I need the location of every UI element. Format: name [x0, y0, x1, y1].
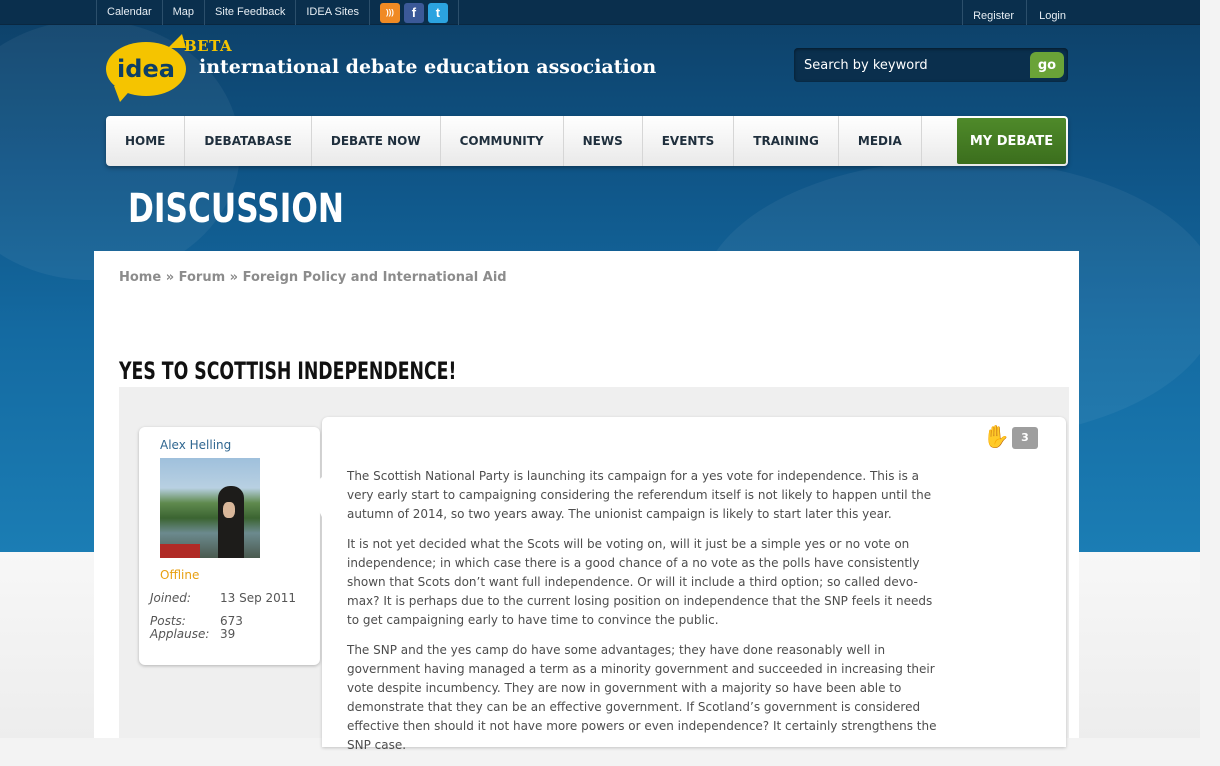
search-go-button[interactable]: go: [1030, 52, 1064, 78]
applause-hands-icon[interactable]: ✋: [982, 425, 1010, 450]
register-link[interactable]: Register: [962, 0, 1026, 25]
calendar-link[interactable]: Calendar: [96, 0, 162, 25]
idea-logo[interactable]: [106, 34, 196, 104]
applause-label: Applause:: [150, 627, 210, 641]
avatar-face: [223, 502, 235, 518]
applause-control[interactable]: [983, 425, 1038, 450]
content-panel: [94, 251, 1079, 752]
nav-events[interactable]: EVENTS: [643, 116, 735, 166]
search-input[interactable]: [804, 56, 1024, 74]
status-badge: Offline: [160, 568, 200, 582]
nav-news[interactable]: NEWS: [564, 116, 643, 166]
beta-label: BETA: [184, 37, 233, 55]
rss-icon[interactable]: ))): [380, 3, 400, 23]
nav-home[interactable]: HOME: [106, 116, 185, 166]
post-paragraph: The SNP and the yes camp do have some advantages; they have done reasonably well in government having managed a term as a minority government and succeeded in increasing their vote despite incumbency. They are now in government with a majority so have been able to demonstrate that they can be an effective government. If Scotland’s government is considered effective then should it not have more powers or even independence? It certainly strengthens the SNP case.: [347, 643, 937, 752]
my-debate-button[interactable]: MY DEBATE: [957, 118, 1066, 164]
author-name-link[interactable]: Alex Helling: [160, 438, 232, 452]
breadcrumb-category[interactable]: Foreign Policy and International Aid: [242, 270, 507, 285]
post-text: [347, 467, 937, 766]
idea-sites-link[interactable]: IDEA Sites: [295, 0, 369, 25]
logo-bubble-tail: [114, 86, 134, 102]
page-title: DISCUSSION: [128, 186, 344, 232]
account-links: [962, 0, 1078, 25]
utility-bar: [0, 0, 1200, 25]
breadcrumb-separator: »: [225, 270, 243, 285]
avatar-person: [218, 486, 244, 558]
nav-community[interactable]: COMMUNITY: [441, 116, 564, 166]
avatar[interactable]: [160, 458, 260, 558]
nav-media[interactable]: MEDIA: [839, 116, 922, 166]
login-link[interactable]: Login: [1026, 0, 1078, 25]
post-paragraph: It is not yet decided what the Scots will be voting on, will it just be a simple yes or no vote on independence; in which case there is a good chance of a no vote as the polls have consistently shown that Scots don’t want full independence. Or will it include a third option; so called devo-max? It is perhaps due to the current losing position on independence that the SNP feels it needs to get campaigning early to have time to convince the public.: [347, 537, 933, 627]
site-name[interactable]: international debate education association: [199, 56, 657, 78]
site-feedback-link[interactable]: Site Feedback: [204, 0, 295, 25]
posts-value: 673: [220, 614, 243, 628]
applause-value: 39: [220, 627, 236, 641]
nav-training[interactable]: TRAINING: [734, 116, 839, 166]
twitter-icon[interactable]: t: [428, 3, 448, 23]
joined-label: Joined:: [150, 591, 191, 605]
nav-debatabase[interactable]: DEBATABASE: [185, 116, 311, 166]
facebook-icon[interactable]: f: [404, 3, 424, 23]
nav-debate-now[interactable]: DEBATE NOW: [312, 116, 441, 166]
main-nav: [106, 116, 1068, 166]
applause-count: 3: [1012, 427, 1038, 449]
breadcrumb: [119, 270, 507, 285]
breadcrumb-separator: »: [161, 270, 179, 285]
social-links: [369, 0, 459, 25]
post-paragraph: The Scottish National Party is launching its campaign for a yes vote for independence. This is a very early start to campaigning considering the referendum itself is not likely to happen until the autumn of 2014, so two years away. The unionist campaign is likely to start later this year.: [347, 469, 932, 521]
topic-title: YES TO SCOTTISH INDEPENDENCE!: [119, 357, 457, 385]
map-link[interactable]: Map: [162, 0, 204, 25]
posts-label: Posts:: [150, 614, 186, 628]
logo-text: idea: [117, 55, 175, 83]
post-container: [119, 387, 1069, 752]
search-box: [794, 48, 1068, 82]
utility-links: [96, 0, 459, 25]
post-notch: [308, 477, 322, 517]
avatar-boat: [160, 544, 200, 558]
breadcrumb-home[interactable]: Home: [119, 270, 162, 285]
breadcrumb-forum[interactable]: Forum: [178, 270, 226, 285]
author-card: [139, 427, 320, 665]
post-body: [322, 417, 1066, 752]
joined-value: 13 Sep 2011: [220, 591, 297, 605]
